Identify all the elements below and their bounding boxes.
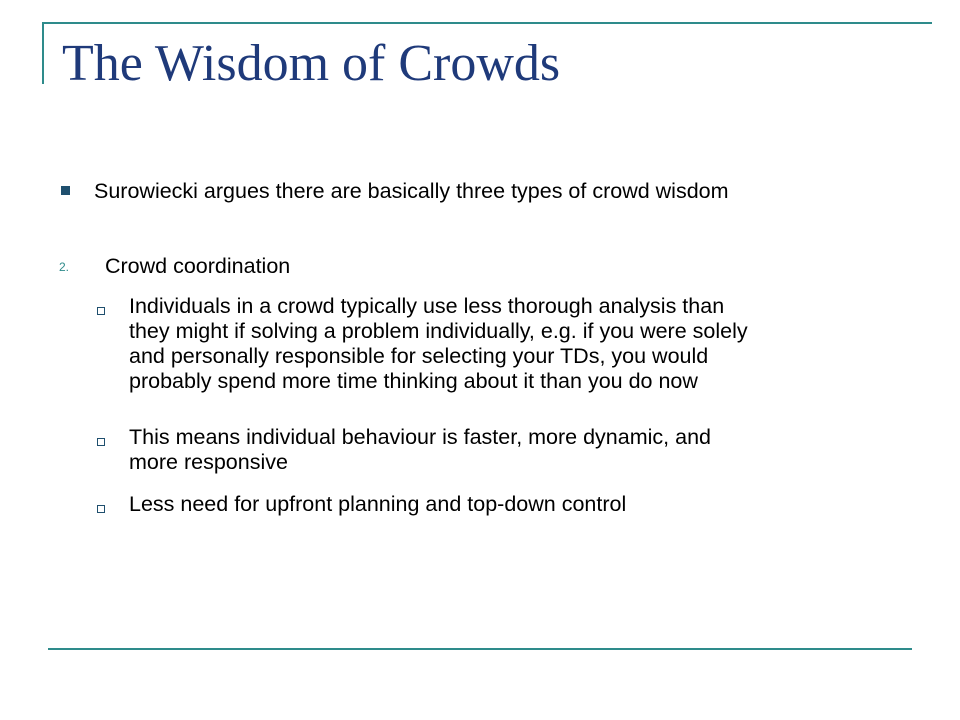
main-bullet-text: Surowiecki argues there are basically three types of crowd wisdom (94, 179, 729, 203)
sub-bullet-1-line-3: and personally responsible for selecting your TDs, you would (129, 344, 709, 368)
bottom-divider-line (48, 648, 912, 650)
numbered-item-label: Crowd coordination (105, 254, 291, 278)
list-number: 2. (59, 260, 70, 274)
hollow-square-bullet-icon (97, 438, 105, 446)
sub-bullet-2-line-1: This means individual behaviour is faster, more dynamic, and (129, 425, 711, 449)
sub-bullet-1-line-2: they might if solving a problem individually, e.g. if you were solely (129, 319, 748, 343)
sub-bullet-2-line-2: more responsive (129, 450, 288, 474)
hollow-square-bullet-icon (97, 307, 105, 315)
sub-bullet-3-line-1: Less need for upfront planning and top-down control (129, 492, 627, 516)
sub-bullet-1-line-1: Individuals in a crowd typically use less thorough analysis than (129, 294, 725, 318)
top-divider-line (42, 22, 932, 24)
hollow-square-bullet-icon (97, 505, 105, 513)
square-bullet-icon (61, 186, 70, 195)
left-accent-line (42, 22, 44, 84)
slide-title: The Wisdom of Crowds (62, 35, 561, 92)
sub-bullet-1-line-4: probably spend more time thinking about it than you do now (129, 369, 698, 393)
